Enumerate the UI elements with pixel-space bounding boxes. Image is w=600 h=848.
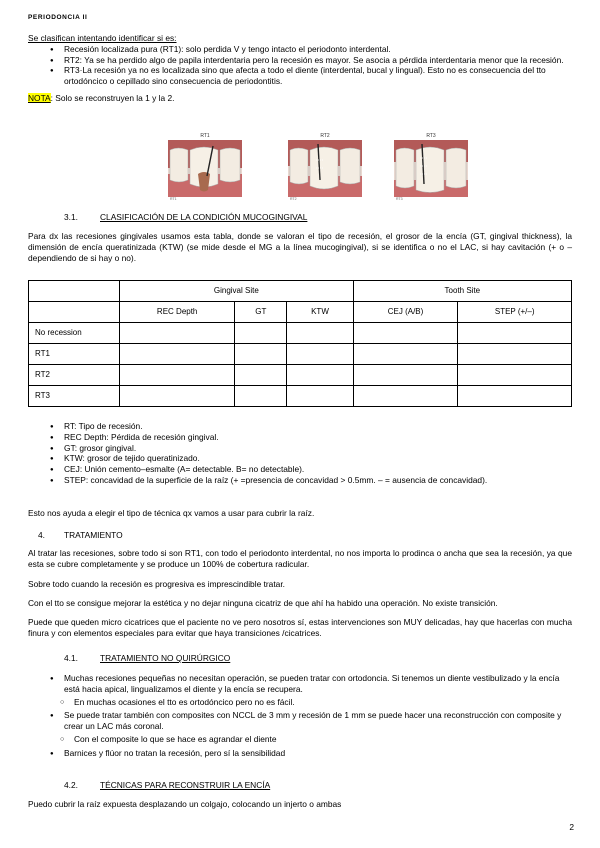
row-header: RT2 xyxy=(29,365,120,386)
table-cell xyxy=(458,365,572,386)
mucogingival-paragraph: Para dx las recesiones gingivales usamos esta tabla, donde se valoran el tipo de recesión, el grosor de la encía (GT, gingival thickness), la dimensión de encía queratinizada (KTW) (se mide desde el MG a la línea mucogingival), si se identifica o no el LAC, si hay cavitación (+ o – dependiendo de si hay o no). xyxy=(28,231,572,263)
nota-label: NOTA xyxy=(28,92,51,103)
rt3-teeth-illustration xyxy=(394,140,468,203)
table-cell xyxy=(120,323,235,344)
table-row xyxy=(29,386,572,407)
table-cell xyxy=(29,302,120,323)
intro-heading: Se clasifican intentando identificar si es: xyxy=(28,33,177,43)
non-surgical-list-block xyxy=(28,673,572,758)
section-number: 4.2. xyxy=(64,780,78,790)
treatment-paragraph: Sobre todo cuando la recesión es progresiva es imprescindible tratar. xyxy=(28,579,285,589)
section-title: TÉCNICAS PARA RECONSTRUIR LA ENCÍA xyxy=(100,780,271,790)
mucogingival-table xyxy=(28,280,572,407)
figure-rt3 xyxy=(394,133,468,203)
list-item: ● RT2: Ya se ha perdido algo de papila interdentaria pero la recesión es mayor. Se asocia a pérdida interdentaria menor que la recesión. xyxy=(64,55,572,66)
sub-list-item: ○ En muchas ocasiones el tto es ortodóncico pero no es fácil. xyxy=(74,697,572,708)
table-row xyxy=(29,281,572,302)
sub-list xyxy=(28,734,572,745)
table-row xyxy=(29,302,572,323)
rt1-teeth-illustration xyxy=(168,140,242,203)
list-item: ● Muchas recesiones pequeñas no necesitan operación, se pueden tratar con ortodoncia. Si tenemos un diente vestibulizado y la encía está hacia apical, lingualizamos el diente y la encía se recupera. xyxy=(64,673,572,695)
table-cell xyxy=(235,386,287,407)
table-row xyxy=(29,344,572,365)
figure-rt2 xyxy=(288,133,362,203)
row-header: RT3 xyxy=(29,386,120,407)
table-cell xyxy=(287,344,353,365)
running-header: PERIODONCIA II xyxy=(28,14,88,21)
group-header-tooth: Tooth Site xyxy=(353,281,571,302)
treatment-paragraph: Al tratar las recesiones, sobre todo si son RT1, con todo el periodonto interdental, no nos importa lo prodinca o ancha que sea la recesión, ya que esta se cubre completamente y se produce un 100% de cobertura radicular. xyxy=(28,548,572,569)
list-item: ● Barnices y flúor no tratan la recesión, pero sí la sensibilidad xyxy=(64,748,572,759)
table-cell xyxy=(235,344,287,365)
table-cell xyxy=(120,365,235,386)
figure-rt1 xyxy=(168,133,242,203)
recession-figures xyxy=(168,133,478,203)
section-number: 4. xyxy=(38,530,45,540)
non-surgical-list xyxy=(28,748,572,759)
table-cell xyxy=(120,344,235,365)
section-number: 4.1. xyxy=(64,653,78,663)
section-heading-3-1 xyxy=(64,212,307,223)
abbreviation-legend xyxy=(28,421,600,486)
table-cell xyxy=(353,323,458,344)
table-cell xyxy=(353,344,458,365)
section-title: TRATAMIENTO NO QUIRÚRGICO xyxy=(100,653,231,663)
figure-caption: RT2 xyxy=(290,197,297,201)
table-cell xyxy=(287,365,353,386)
treatment-paragraph: Puede que queden micro cicatrices que el paciente no ve pero nosotros sí, estas intervenciones son MUY delicadas, hay que hacerlas con mucha finura y con elementos especiales para evitar que haya transiciones /cicatrices. xyxy=(28,617,572,638)
row-header: RT1 xyxy=(29,344,120,365)
figure-label: RT2 xyxy=(320,133,330,139)
non-surgical-list xyxy=(28,673,572,695)
legend-note: Esto nos ayuda a elegir el tipo de técnica qx vamos a usar para cubrir la raíz. xyxy=(28,508,315,518)
rt2-teeth-illustration xyxy=(288,140,362,203)
sub-list-item: ○ Con el composite lo que se hace es agrandar el diente xyxy=(74,734,572,745)
row-header: No recession xyxy=(29,323,120,344)
note-line xyxy=(28,93,572,104)
reconstruction-paragraph: Puedo cubrir la raíz expuesta desplazando un colgajo, colocando un injerto o ambas xyxy=(28,799,342,809)
treatment-paragraph: Con el tto se consigue mejorar la estética y no dejar ninguna cicatriz de que ahí ha habido una operación. No existe transición. xyxy=(28,598,498,608)
list-item: ● RT: Tipo de recesión. xyxy=(64,421,600,432)
group-header-gingival: Gingival Site xyxy=(120,281,354,302)
section-title: CLASIFICACIÓN DE LA CONDICIÓN MUCOGINGIVAL xyxy=(100,212,308,222)
column-header: GT xyxy=(235,302,287,323)
table-row xyxy=(29,323,572,344)
table-cell xyxy=(235,365,287,386)
non-surgical-list xyxy=(28,710,572,732)
figure-label: RT3 xyxy=(426,133,436,139)
page-number: 2 xyxy=(569,822,574,832)
table-cell xyxy=(120,386,235,407)
section-title: TRATAMIENTO xyxy=(64,530,123,540)
table-cell xyxy=(235,323,287,344)
table-row xyxy=(29,365,572,386)
column-header: KTW xyxy=(287,302,353,323)
figure-caption: RT3 xyxy=(396,197,403,201)
list-item: ● KTW: grosor de tejido queratinizado. xyxy=(64,453,600,464)
list-item: ● Recesión localizada pura (RT1): solo perdida V y tengo intacto el periodonto interdental. xyxy=(64,44,572,55)
table-cell xyxy=(287,323,353,344)
column-header: REC Depth xyxy=(120,302,235,323)
table-cell xyxy=(353,365,458,386)
sub-list xyxy=(28,697,572,708)
section-heading-4-1 xyxy=(64,653,230,664)
table-cell xyxy=(353,386,458,407)
classification-list xyxy=(28,44,572,87)
list-item: ● REC Depth: Pérdida de recesión gingival. xyxy=(64,432,600,443)
list-item: ● Se puede tratar también con composites con NCCL de 3 mm y recesión de 1 mm se puede hacer una reconstrucción con composite y crear un LAC más coronal. xyxy=(64,710,572,732)
table-cell xyxy=(458,323,572,344)
section-heading-4-2 xyxy=(64,780,270,791)
list-item: ● RT3·La recesión ya no es localizada sino que afecta a todo el diente (interdental, bucal y lingual). Esto no es consecuencia del tto ortodóncico o cepillado sino consecuencia de periodontitis. xyxy=(64,65,572,87)
table-cell xyxy=(458,386,572,407)
figure-label: RT1 xyxy=(200,133,210,139)
list-item: ● CEJ: Unión cemento–esmalte (A= detectable. B= no detectable). xyxy=(64,464,600,475)
section-number: 3.1. xyxy=(64,212,78,222)
figure-caption: RT1 xyxy=(170,197,177,201)
intro-section xyxy=(28,33,572,104)
column-header: CEJ (A/B) xyxy=(353,302,458,323)
column-header: STEP (+/–) xyxy=(458,302,572,323)
list-item: ● GT: grosor gingival. xyxy=(64,443,600,454)
table-cell xyxy=(287,386,353,407)
table-cell xyxy=(458,344,572,365)
section-heading-4 xyxy=(38,530,123,541)
nota-text: : Solo se reconstruyen la 1 y la 2. xyxy=(50,92,175,103)
list-item: ● STEP: concavidad de la superficie de la raíz (+ =presencia de concavidad > 0.5mm. – = ausencia de concavidad). xyxy=(64,475,600,486)
table-cell xyxy=(29,281,120,302)
